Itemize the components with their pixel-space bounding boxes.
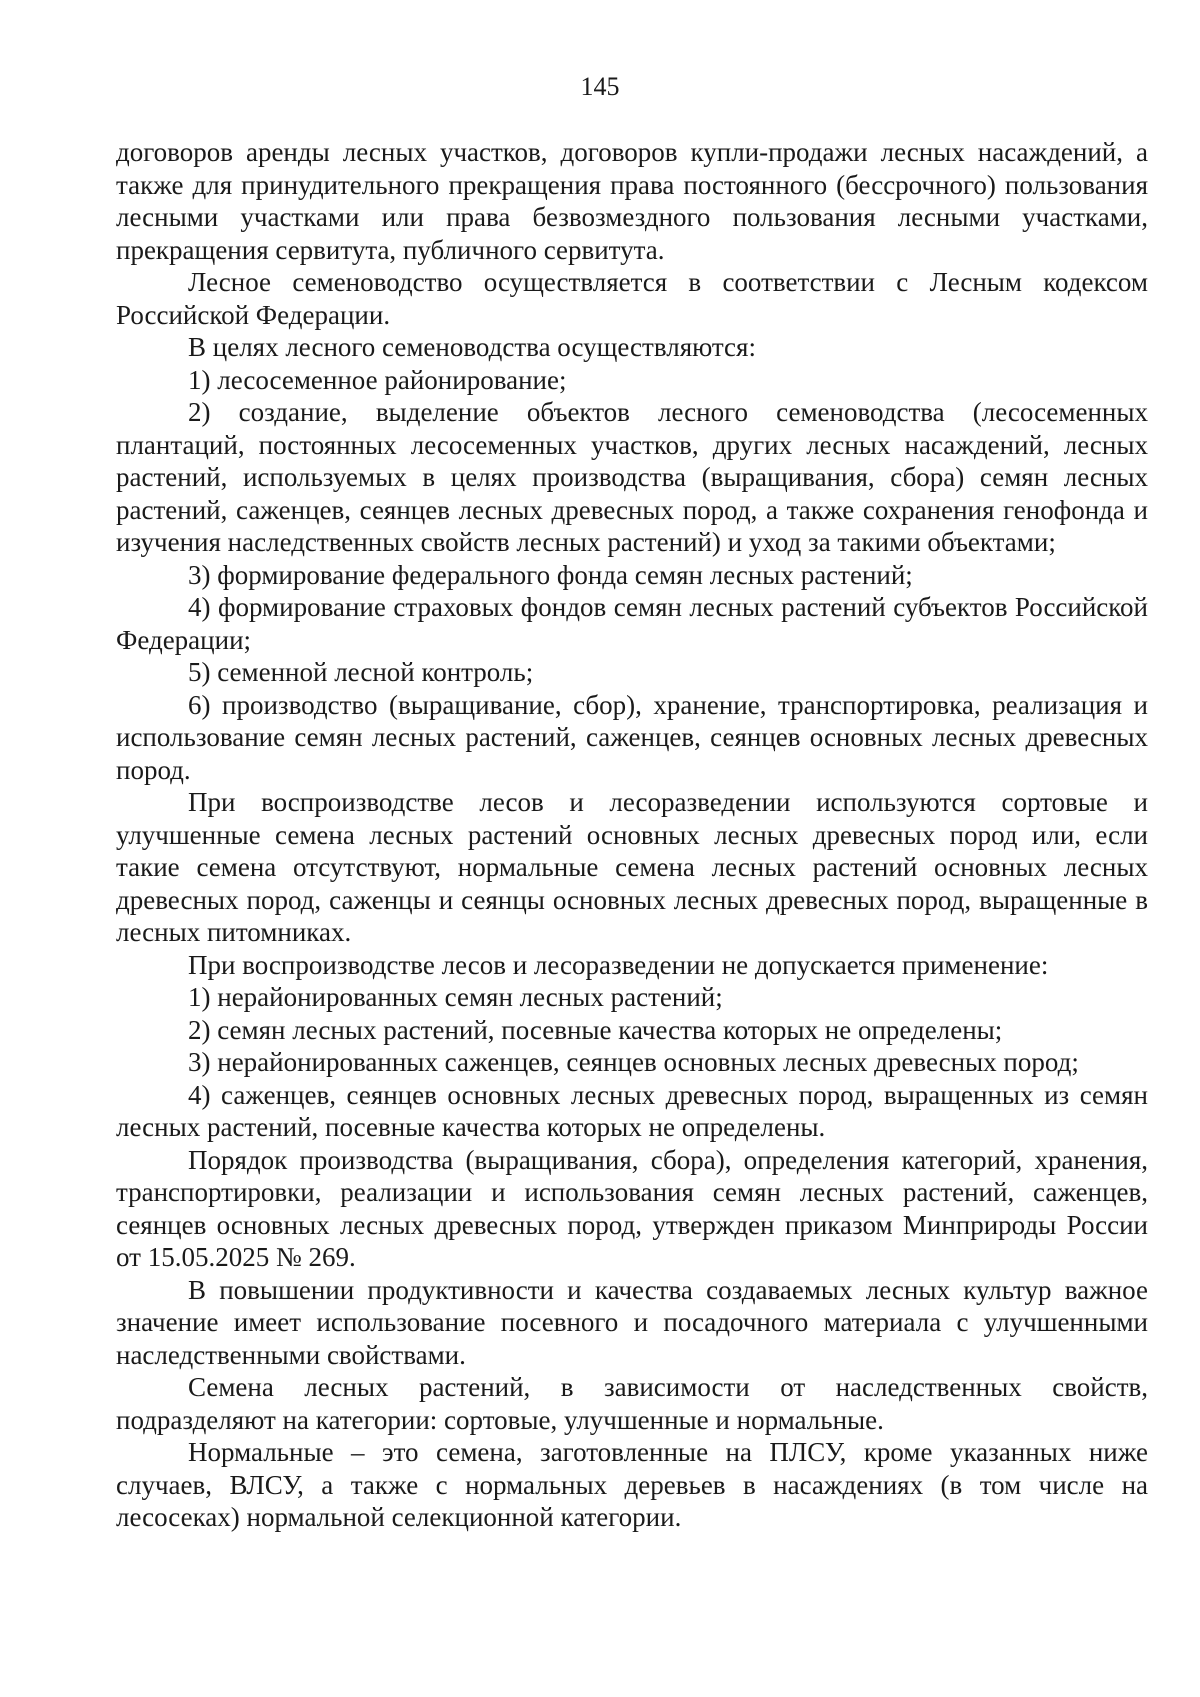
list-item: 3) нерайонированных саженцев, сеянцев основных лесных древесных пород; xyxy=(188,1047,1079,1077)
list-item: 1) нерайонированных семян лесных растений; xyxy=(188,982,723,1012)
list-item: 1) лесосеменное районирование; xyxy=(188,364,567,395)
document-body xyxy=(116,136,1148,1534)
list-item: 5) семенной лесной контроль; xyxy=(188,657,534,687)
page-number: 145 xyxy=(580,72,620,101)
paragraph: В повышении продуктивности и качества создаваемых лесных культур важное значение имеет использование посевного и посадочного материала с улучшенными наследственными свойствами. xyxy=(116,1274,1148,1370)
paragraph: При воспроизводстве лесов и лесоразведении не допускается применение: xyxy=(188,949,1049,980)
paragraph: Лесное семеноводство осуществляется в соответствии с Лесным кодексом Российской Федерации. xyxy=(116,267,1148,330)
paragraph: В целях лесного семеноводства осуществляются: xyxy=(188,332,756,362)
list-item: 2) семян лесных растений, посевные качества которых не определены; xyxy=(188,1014,1003,1045)
list-item: 4) формирование страховых фондов семян лесных растений субъектов Российской Федерации; xyxy=(116,592,1148,655)
paragraph: Нормальные – это семена, заготовленные на ПЛСУ, кроме указанных ниже случаев, ВЛСУ, а также с нормальных деревьев в насаждениях (в том числе на лесосеках) нормальной селекционной категории. xyxy=(116,1437,1148,1532)
paragraph-continuation: договоров аренды лесных участков, договоров купли-продажи лесных насаждений, а также для принудительного прекращения права постоянного (бессрочного) пользования лесными участками или права безвозмездного пользования лесными участками, прекращения сервитута, публичного сервитута. xyxy=(116,137,1148,265)
list-item: 6) производство (выращивание, сбор), хранение, транспортировка, реализация и использование семян лесных растений, саженцев, сеянцев основных лесных древесных пород. xyxy=(116,689,1148,785)
paragraph: Порядок производства (выращивания, сбора), определения категорий, хранения, транспортировки, реализации и использования семян лесных растений, саженцев, сеянцев основных лесных древесных пород, утвержден приказом Минприроды России от 15.05.2025 № 269. xyxy=(116,1144,1148,1272)
paragraph: При воспроизводстве лесов и лесоразведении используются сортовые и улучшенные семена лесных растений основных лесных древесных пород или, если такие семена отсутствуют, нормальные семена лесных растений основных лесных древесных пород, саженцы и сеянцы основных лесных древесных пород, выращенные в лесных питомниках. xyxy=(116,787,1148,947)
list-item: 4) саженцев, сеянцев основных лесных древесных пород, выращенных из семян лесных растений, посевные качества которых не определены. xyxy=(116,1079,1148,1142)
list-item: 2) создание, выделение объектов лесного семеноводства (лесосеменных плантаций, постоянных лесосеменных участков, других лесных насаждений, лесных растений, используемых в целях производства (выращивания, сбора) семян лесных растений, саженцев, сеянцев лесных древесных пород, а также сохранения генофонда и изучения наследственных свойств лесных растений) и уход за такими объектами; xyxy=(116,397,1148,557)
list-item: 3) формирование федерального фонда семян лесных растений; xyxy=(188,559,913,590)
paragraph: Семена лесных растений, в зависимости от наследственных свойств, подразделяют на категории: сортовые, улучшенные и нормальные. xyxy=(116,1372,1148,1435)
